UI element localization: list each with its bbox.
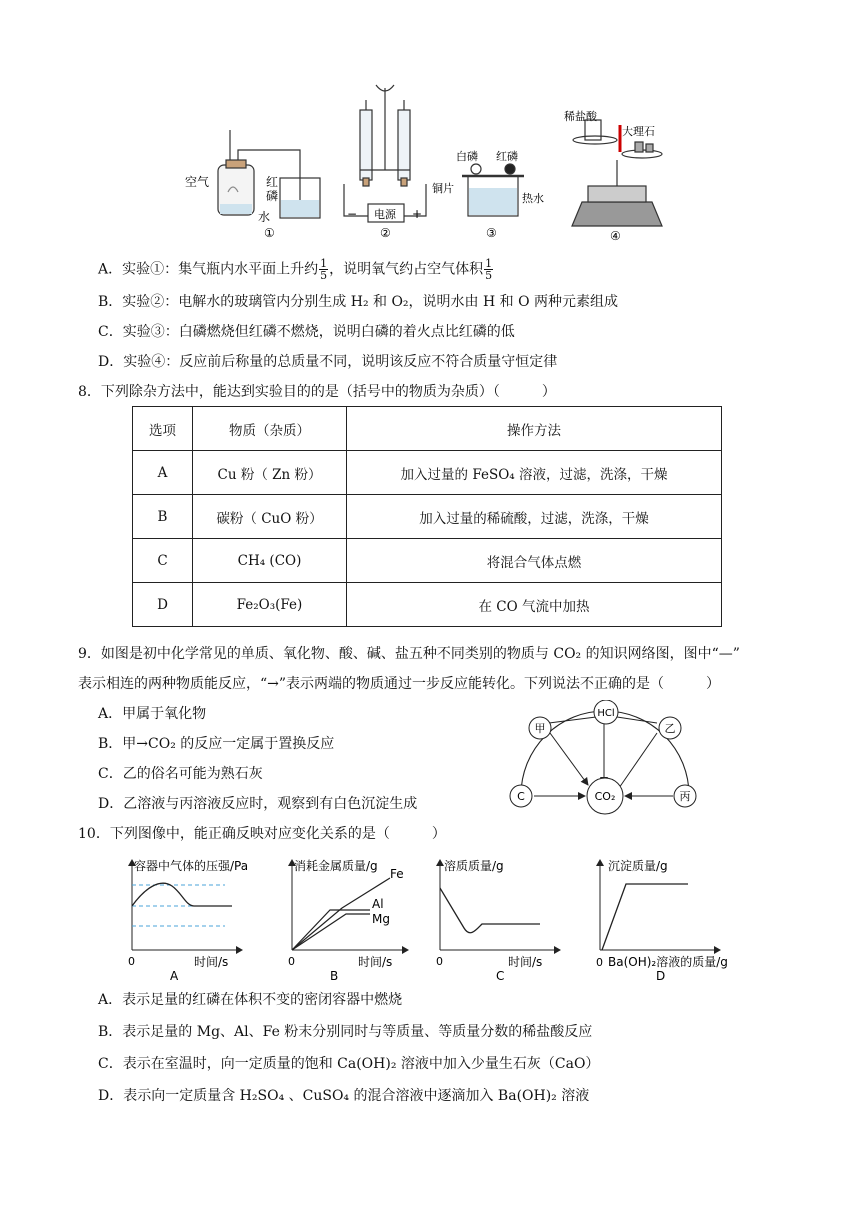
node-yi: 乙: [664, 722, 676, 735]
graph-c-label: C: [496, 969, 505, 983]
graph-d-origin: 0: [596, 956, 603, 969]
graph-d-label: D: [656, 969, 666, 983]
node-jia: 甲: [534, 722, 546, 735]
label-red-p-3: 红磷: [496, 150, 518, 163]
graph-a: [132, 860, 242, 950]
q7-option-a-pre: A．实验①：集气瓶内水平面上升约: [98, 261, 319, 278]
q7-apparatus-figure: [180, 80, 680, 245]
label-marble: 大理石: [622, 125, 655, 138]
cell-option: B: [133, 495, 193, 539]
label-n1: ①: [264, 226, 275, 240]
q10-option-a: A．表示足量的红磷在体积不变的密闭容器中燃烧: [98, 992, 403, 1008]
q7-option-b: B．实验②：电解水的玻璃管内分别生成 H₂ 和 O₂，说明水由 H 和 O 两种元素组成: [98, 294, 619, 310]
graph-c: [440, 860, 560, 950]
graph-c-xlabel: 时间/s: [508, 955, 543, 969]
graph-a-label: A: [170, 969, 179, 983]
table-header: [133, 407, 722, 451]
header-substance: 物质（杂质）: [193, 407, 347, 451]
q10-option-d: D．表示向一定质量含 H₂SO₄ 、CuSO₄ 的混合溶液中逐滴加入 Ba(OH)₂ 溶液: [98, 1088, 590, 1104]
q9-stem-2: 表示相连的两种物质能反应，“→”表示两端的物质通过一步反应能转化。下列说法不正确的是（ ）: [78, 676, 721, 692]
graph-d: [600, 860, 720, 950]
fraction-one-fifth: $\frac{1}{5}$: [320, 257, 328, 282]
label-red-p-2: 磷: [266, 189, 279, 203]
q9-option-c: C．乙的俗名可能为熟石灰: [98, 766, 263, 782]
cell-substance: Fe₂O₃(Fe): [193, 583, 347, 627]
q10-option-c: C．表示在室温时，向一定质量的饱和 Ca(OH)₂ 溶液中加入少量生石灰（CaO）: [98, 1056, 600, 1072]
cell-option: C: [133, 539, 193, 583]
table-row: [133, 539, 722, 583]
label-plus: +: [412, 207, 423, 221]
label-copper: 铜片: [432, 182, 454, 195]
q7-option-a: [98, 258, 494, 281]
cell-method: 在 CO 气流中加热: [347, 583, 722, 627]
graph-d-xlabel: Ba(OH)₂溶液的质量/g: [608, 955, 728, 969]
node-co2: CO₂: [594, 790, 616, 803]
cell-option: D: [133, 583, 193, 627]
q8-table: [132, 406, 722, 627]
label-red-p-1: 红: [266, 175, 279, 189]
experiment-3-diagram: [462, 164, 524, 216]
experiment-1-diagram: [218, 130, 320, 218]
graph-a-xlabel: 时间/s: [194, 955, 229, 969]
graph-b-mg: Mg: [372, 912, 390, 926]
label-white-p: 白磷: [456, 150, 478, 163]
graph-b-ylabel: 消耗金属质量/g: [294, 859, 378, 873]
graph-b-label: B: [330, 969, 339, 983]
cell-substance: 碳粉（ CuO 粉）: [193, 495, 347, 539]
q7-option-d: D．实验④：反应前后称量的总质量不同，说明该反应不符合质量守恒定律: [98, 354, 558, 370]
label-n2: ②: [380, 226, 391, 240]
header-option: 选项: [133, 407, 193, 451]
q9-network-diagram: [505, 700, 705, 815]
label-n4: ④: [610, 229, 621, 243]
label-minus: −: [347, 207, 358, 221]
q8-stem: 8．下列除杂方法中，能达到实验目的的是（括号中的物质为杂质）（ ）: [78, 384, 556, 400]
cell-option: A: [133, 451, 193, 495]
cell-substance: CH₄ (CO): [193, 539, 347, 583]
node-c: C: [517, 790, 525, 803]
node-bing: 丙: [679, 790, 691, 803]
q10-option-b: B．表示足量的 Mg、Al、Fe 粉末分别同时与等质量、等质量分数的稀盐酸反应: [98, 1024, 593, 1040]
label-power: 电源: [374, 208, 396, 221]
cell-method: 加入过量的稀硫酸，过滤，洗涤，干燥: [347, 495, 722, 539]
graph-b-al: Al: [372, 897, 384, 911]
graph-a-origin: 0: [128, 955, 135, 968]
q9-option-b: B．甲→CO₂ 的反应一定属于置换反应: [98, 736, 335, 752]
q10-stem: 10．下列图像中，能正确反映对应变化关系的是（ ）: [78, 826, 446, 842]
cell-method: 将混合气体点燃: [347, 539, 722, 583]
table-row: [133, 583, 722, 627]
label-hot-water: 热水: [522, 192, 544, 205]
table-row: [133, 495, 722, 539]
graph-c-ylabel: 溶质质量/g: [444, 859, 504, 873]
q9-option-a: A．甲属于氧化物: [98, 706, 207, 722]
fraction-one-fifth-2: $\frac{1}{5}$: [485, 257, 493, 282]
graph-a-ylabel: 容器中气体的压强/Pa: [134, 859, 249, 873]
label-hcl: 稀盐酸: [564, 110, 597, 123]
q10-graphs: [120, 848, 740, 984]
graph-d-ylabel: 沉淀质量/g: [608, 859, 668, 873]
q9-stem-1: 9．如图是初中化学常见的单质、氧化物、酸、碱、盐五种不同类别的物质与 CO₂ 的知识网络图，图中“—”: [78, 646, 740, 662]
label-air: 空气: [185, 175, 210, 189]
cell-substance: Cu 粉（ Zn 粉）: [193, 451, 347, 495]
header-method: 操作方法: [347, 407, 722, 451]
q7-option-a-mid: ，说明氧气约占空气体积: [329, 261, 484, 278]
table-row: [133, 451, 722, 495]
q7-option-c: C．实验③：白磷燃烧但红磷不燃烧，说明白磷的着火点比红磷的低: [98, 324, 515, 340]
q9-option-d: D．乙溶液与丙溶液反应时，观察到有白色沉淀生成: [98, 796, 418, 812]
graph-b-fe: Fe: [390, 867, 404, 881]
node-hcl: HCl: [597, 708, 615, 719]
experiment-2-diagram: [344, 85, 426, 222]
graph-c-origin: 0: [436, 955, 443, 968]
graph-b-xlabel: 时间/s: [358, 955, 393, 969]
label-water: 水: [258, 210, 271, 224]
label-n3: ③: [486, 226, 497, 240]
graph-b-origin: 0: [288, 955, 295, 968]
cell-method: 加入过量的 FeSO₄ 溶液，过滤，洗涤，干燥: [347, 451, 722, 495]
